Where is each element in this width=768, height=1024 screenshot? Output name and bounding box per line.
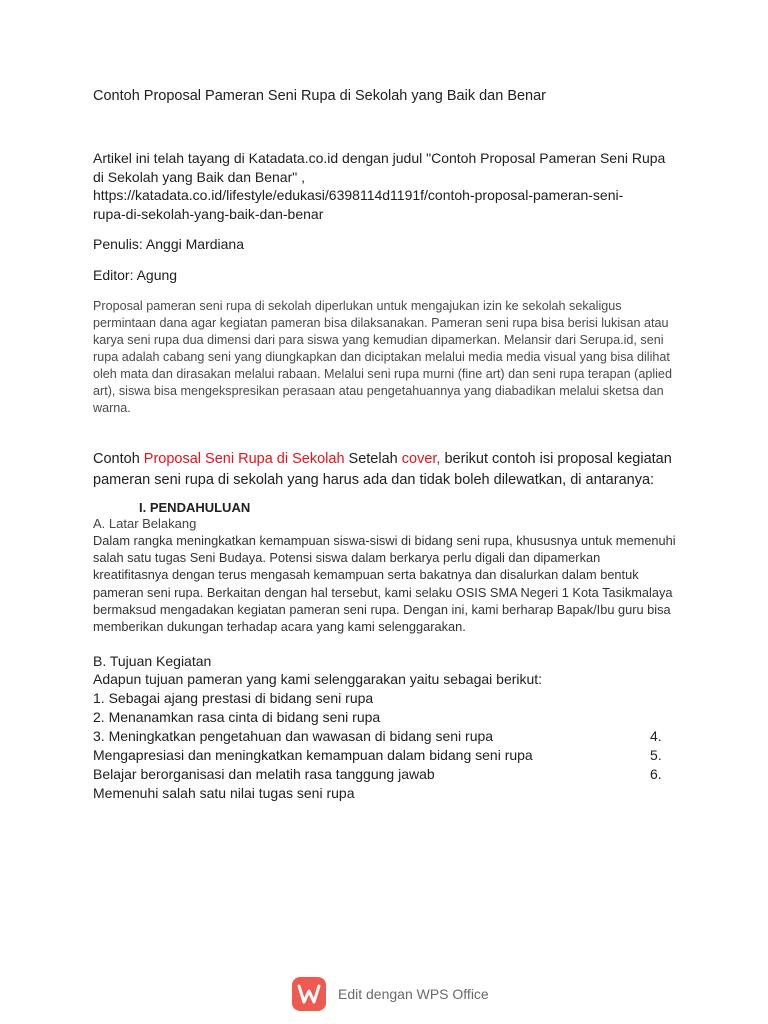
source-url-line: rupa-di-sekolah-yang-baik-dan-benar — [93, 205, 324, 222]
list-item: 2. Menanamkan rasa cinta di bidang seni rupa — [93, 709, 381, 725]
cover-link[interactable]: cover, — [401, 451, 441, 467]
list-item: Memenuhi salah satu nilai tugas seni rupa — [93, 785, 355, 801]
wps-w-glyph — [297, 983, 321, 1005]
wps-footer-label: Edit dengan WPS Office — [338, 986, 489, 1002]
goals-intro: Adapun tujuan pameran yang kami selenggarakan yaitu sebagai berikut: — [93, 671, 543, 687]
source-url-line: https://katadata.co.id/lifestyle/edukasi/6398114d1191f/contoh-proposal-pameran-seni- — [93, 187, 624, 203]
list-item — [93, 727, 678, 746]
section-heading: I. PENDAHULUAN — [139, 500, 251, 515]
source-note-line: Artikel ini telah tayang di Katadata.co.id dengan judul "Contoh Proposal Pameran Seni Rupa — [93, 150, 666, 166]
list-item: 1. Sebagai ajang prestasi di bidang seni rupa — [93, 690, 374, 706]
subsection-a-body: Dalam rangka meningkatkan kemampuan siswa-siswi di bidang seni rupa, khususnya untuk memenuhi salah satu tugas Seni Budaya. Potensi siswa dalam berkarya perlu digali dan dipamerkan kreatifitasnya dengan terus mengasah kemampuan serta bakatnya dan disalurkan dalam bentuk pameran seni rupa. Berkaitan dengan hal tersebut, kami selaku OSIS SMA Negeri 1 Kota Tasikmalaya bermaksud mengadakan kegiatan pameran seni rupa. Dengan ini, kami berharap Bapak/Ibu guru bisa memberikan dukungan terhadap acara yang kami selenggarakan. — [93, 533, 676, 635]
goals-list — [93, 670, 678, 803]
wps-footer[interactable] — [292, 976, 489, 1012]
wps-logo-icon — [292, 977, 326, 1011]
list-item-text: 3. Meningkatkan pengetahuan dan wawasan di bidang seni rupa — [93, 728, 494, 744]
lead-prefix: Contoh — [93, 451, 144, 467]
subsection-a-title: A. Latar Belakang — [93, 516, 197, 531]
proposal-link[interactable]: Proposal Seni Rupa di Sekolah — [143, 451, 345, 467]
list-number: 4. — [650, 728, 662, 744]
list-number: 6. — [650, 766, 662, 782]
list-item — [93, 765, 678, 784]
source-note-line: di Sekolah yang Baik dan Benar" , — [93, 168, 305, 185]
lead-middle: Setelah — [344, 451, 402, 467]
editor-line: Editor: Agung — [93, 267, 178, 283]
abstract-paragraph: Proposal pameran seni rupa di sekolah diperlukan untuk mengajukan izin ke sekolah sekaligus permintaan dana agar kegiatan pameran bisa dilaksanakan. Pameran seni rupa bisa berisi lukisan atau karya seni rupa dua dimensi dari para siswa yang kemudian dipamerkan. Melansir dari Serupa.id, seni rupa adalah cabang seni yang diungkapkan dan diciptakan melalui media media visual yang bisa dilihat oleh mata dan dirasakan melalui rabaan. Melalui seni rupa murni (fine art) dan seni rupa terapan (aplied art), siswa bisa mengekspresikan perasaan atau pengetahuannya yang diabadikan melalui sketsa dan warna. — [93, 299, 672, 415]
list-item-text: Belajar berorganisasi dan melatih rasa tanggung jawab — [93, 766, 435, 782]
document-title: Contoh Proposal Pameran Seni Rupa di Sekolah yang Baik dan Benar — [93, 88, 547, 104]
lead-suffix: berikut contoh isi proposal kegiatan pameran seni rupa di sekolah yang harus ada dan tidak boleh dilewatkan, di antaranya: — [93, 451, 672, 488]
lead-paragraph — [93, 449, 678, 491]
list-item-text: Mengapresiasi dan meningkatkan kemampuan dalam bidang seni rupa — [93, 747, 533, 763]
source-note — [93, 149, 678, 223]
subsection-b-title: B. Tujuan Kegiatan — [93, 653, 212, 669]
list-item — [93, 746, 678, 765]
writer-line: Penulis: Anggi Mardiana — [93, 236, 244, 252]
list-number: 5. — [650, 747, 662, 763]
